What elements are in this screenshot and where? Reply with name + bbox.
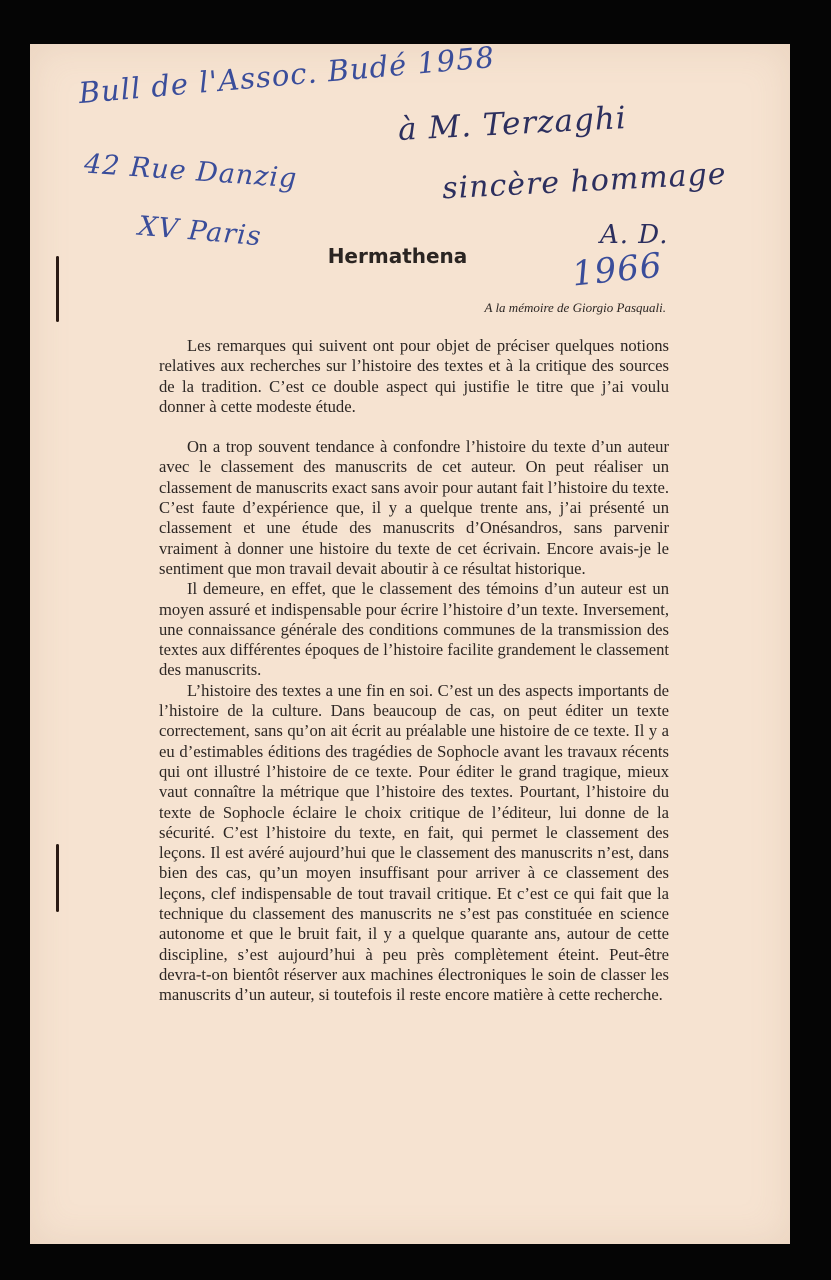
paragraph-3: Il demeure, en effet, que le classement des témoins d’un auteur est un moyen assuré et indispensable pour écrire l’histoire d’un texte. Inversement, une connaissance générale des conditions communes de la transmission des textes aux différentes époques de l’histoire facilite grandement le classement des manuscrits. bbox=[159, 579, 669, 680]
dedication-line: A la mémoire de Giorgio Pasquali. bbox=[484, 300, 666, 315]
paragraph-2: On a trop souvent tendance à confondre l’histoire du texte d’un auteur avec le classement des manuscrits de cet auteur. On peut réaliser un classement de manuscrits exact sans avoir pour autant fait l’histoire du texte. C’est faute d’expérience que, il y a quelque trente ans, j’ai présenté un classement et une étude des manuscrits d’Onésandros, sans parvenir vraiment à donner une histoire du texte de cet écrivain. Encore avais-je le sentiment que mon travail devait aboutir à ce résultat historique. bbox=[159, 437, 669, 578]
article-title: Hermathena bbox=[327, 244, 468, 268]
article-body bbox=[159, 336, 669, 1006]
handwritten-homage: sincère hommage bbox=[441, 156, 728, 207]
staple-bottom bbox=[56, 844, 59, 912]
handwritten-recipient: à M. Terzaghi bbox=[397, 100, 628, 148]
handwritten-address: 42 Rue Danzig bbox=[83, 148, 299, 195]
document-page bbox=[30, 39, 790, 1244]
paragraph-1: Les remarques qui suivent ont pour objet de préciser quelques notions relatives aux recherches sur l’histoire des textes et à la critique des sources de la tradition. C’est ce double aspect qui justifie le titre que j’ai voulu donner à cette modeste étude. bbox=[159, 336, 669, 416]
paragraph-4: L’histoire des textes a une fin en soi. C’est un des aspects importants de l’histoire de la culture. Dans beaucoup de cas, on peut éditer un texte correctement, sans qu’on ait écrit au préalable une histoire de ce texte. Il y a eu d’estimables éditions des tragédies de Sophocle avant les travaux récents qui ont illustré l’histoire de ce texte. Pour éditer le grand tragique, mieux vaut connaître la métrique que l’histoire des textes. Pourtant, l’histoire du texte de Sophocle éclaire le choix critique de l’éditeur, lui donne de la sécurité. C’est l’histoire du texte, en fait, qui permet le classement des leçons. Il est avéré aujourd’hui que le classement des manuscrits n’est, dans bien des cas, qu’un moyen insuffisant pour arriver à ce classement des leçons, clef indispensable de tout travail critique. Et c’est ce qui fait que la technique du classement des manuscrits ne s’est pas constituée en science autonome et que le bruit fait, il y a quelque quarante ans, autour de cette discipline, s’est aujourd’hui à peu près complètement éteint. Peut-être devra-t-on bientôt réserver aux machines électroniques le soin de classer les manuscrits d’un auteur, si toutefois il reste encore matière à cette recherche. bbox=[159, 680, 669, 1005]
handwritten-city: XV Paris bbox=[136, 210, 263, 253]
handwritten-year: 1966 bbox=[570, 245, 665, 295]
handwritten-journal-note: Bull de l'Assoc. Budé 1958 bbox=[77, 39, 497, 111]
handwritten-initials: A. D. bbox=[600, 220, 669, 250]
